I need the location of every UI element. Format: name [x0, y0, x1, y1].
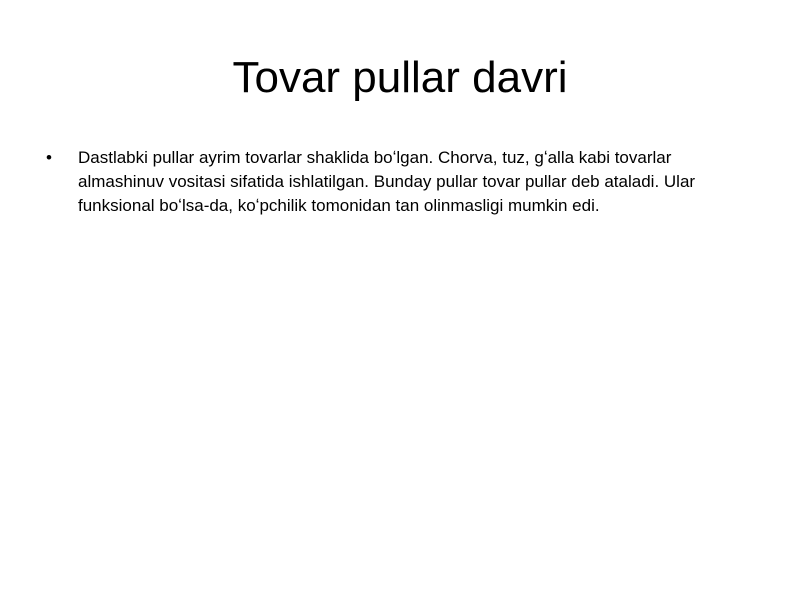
bullet-item: [40, 146, 740, 218]
bullet-list: [40, 146, 740, 218]
slide-content: [40, 146, 740, 218]
bullet-text: Dastlabki pullar ayrim tovarlar shaklida boʻlgan. Chorva, tuz, gʻalla kabi tovarlar almashinuv vositasi sifatida ishlatilgan. Bunday pullar tovar pullar deb ataladi. Ular funksional boʻlsa-da, koʻpchilik tomonidan tan olinmasligi mumkin edi.: [78, 148, 696, 215]
bullet-marker: •: [46, 148, 52, 167]
slide-title: Tovar pullar davri: [232, 53, 568, 102]
